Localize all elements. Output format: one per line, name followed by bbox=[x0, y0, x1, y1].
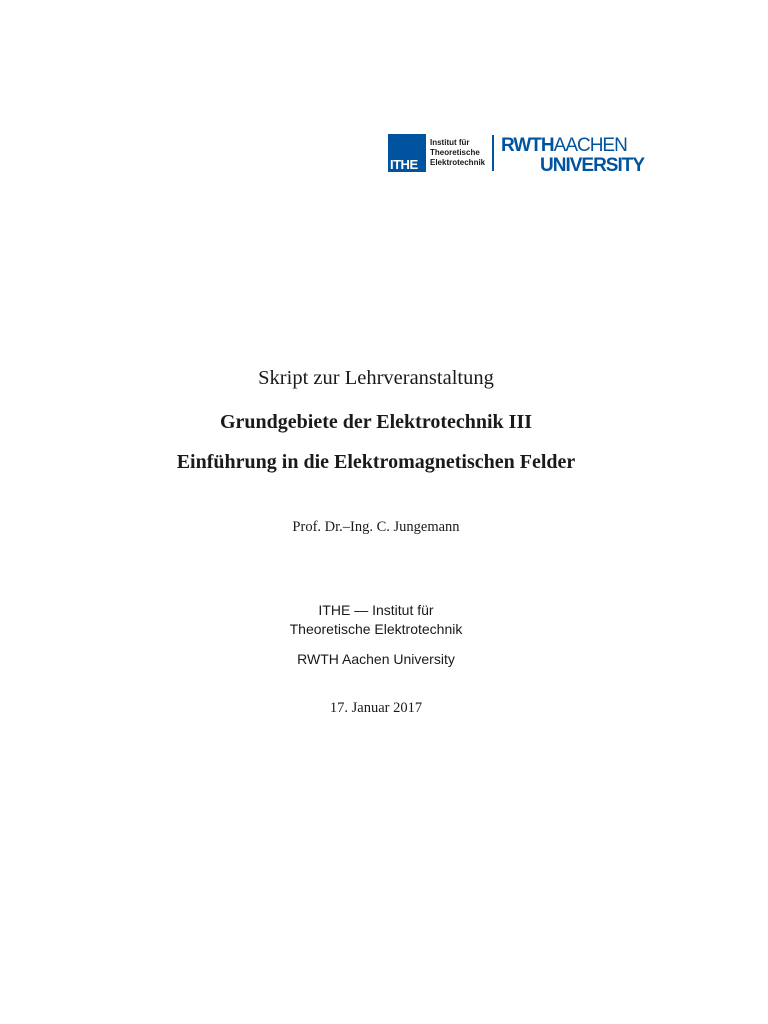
svg-text:RWTHAACHEN bbox=[501, 135, 627, 156]
institute-line-1: ITHE — Institut für bbox=[318, 602, 434, 618]
author: Prof. Dr.–Ing. C. Jungemann bbox=[292, 519, 460, 535]
logo-divider bbox=[492, 135, 494, 171]
document-subtitle: Skript zur Lehrveranstaltung bbox=[258, 367, 494, 389]
ithe-logo-mark: ITHE bbox=[390, 157, 418, 172]
ithe-logo bbox=[388, 134, 486, 172]
rwth-logo bbox=[501, 134, 651, 174]
ithe-logo-text-2: Theoretische bbox=[430, 148, 480, 157]
rwth-logo-light: AACHEN bbox=[553, 135, 627, 156]
document-title-line-1: Grundgebiete der Elektrotechnik III bbox=[219, 411, 533, 433]
ithe-logo-text-1: Institut für bbox=[430, 138, 470, 147]
rwth-logo-university: UNIVERSITY bbox=[540, 155, 645, 174]
document-title-line-2: Einführung in die Elektromagnetischen Felder bbox=[176, 451, 576, 473]
ithe-logo-text-3: Elektrotechnik bbox=[430, 158, 486, 167]
rwth-logo-bold: RWTH bbox=[501, 135, 554, 156]
document-date: 17. Januar 2017 bbox=[329, 700, 423, 716]
institute-line-2: Theoretische Elektrotechnik bbox=[289, 621, 463, 637]
university-name: RWTH Aachen University bbox=[297, 651, 455, 667]
